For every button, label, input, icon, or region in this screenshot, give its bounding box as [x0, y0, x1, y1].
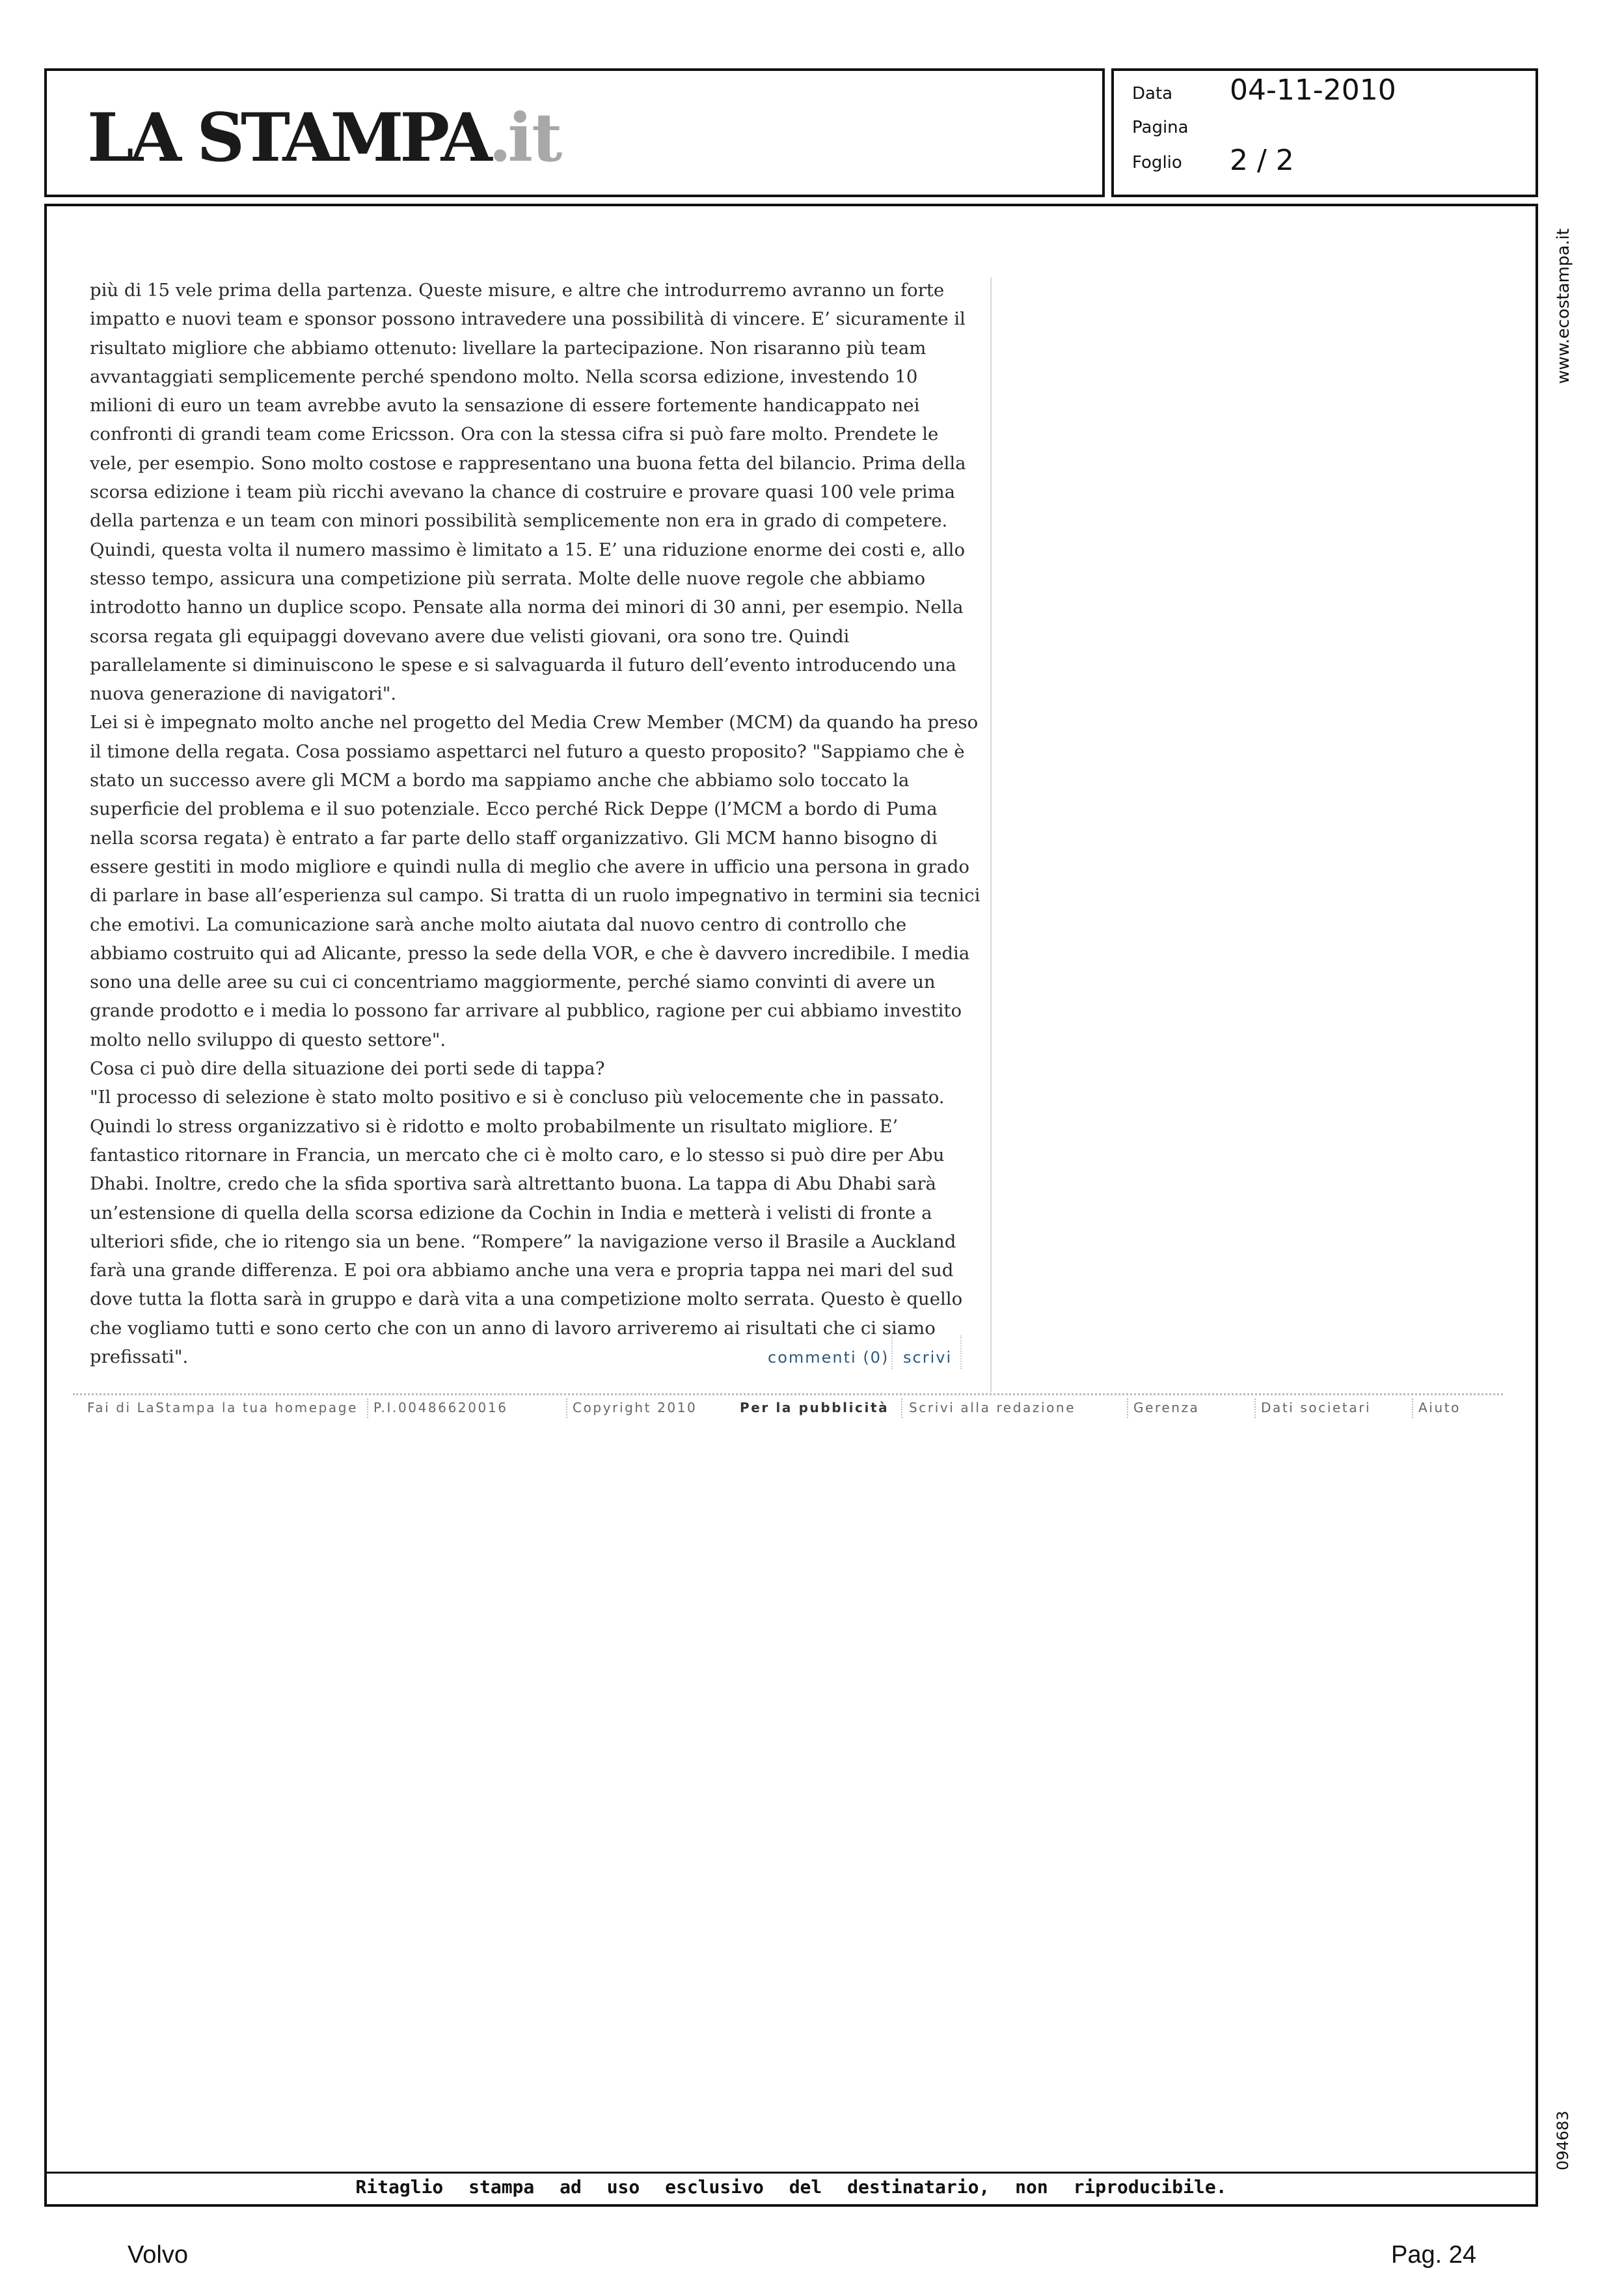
footer-link-advertising[interactable]: Per la pubblicità — [740, 1400, 889, 1415]
footer-link-help[interactable]: Aiuto — [1418, 1400, 1461, 1415]
logo-dot: . — [488, 99, 508, 177]
footer-copyright: Copyright 2010 — [573, 1400, 697, 1415]
footer-link-homepage[interactable]: Fai di LaStampa la tua homepage — [87, 1400, 358, 1415]
article-paragraph: più di 15 vele prima della partenza. Queste misure, e altre che introdurremo avranno un forte impatto e nuovi team e sponsor possono intravedere una possibilità di vincere. E’ sicuramente il risultato migliore che abbiamo ottenuto: livellare la partecipazione. Non risaranno più team avvantaggiati semplicemente perché spendono molto. Nella scorsa edizione, investendo 10 milioni di euro un team avrebbe avuto la sensazione di essere fortemente handicappato nei confronti di grandi team come Ericsson. Ora con la stessa cifra si può fare molto. Prendete le vele, per esempio. Sono molto costose e rappresentano una buona fetta del bilancio. Prima della scorsa edizione i team più ricchi avevano la chance di costruire e provare quasi 100 vele prima della partenza e un team con minori possibilità semplicemente non era in grado di competere. Quindi, questa volta il numero massimo è limitato a 15. E’ una riduzione enorme dei costi e, allo stesso tempo, assicura una competizione più serrata. Molte delle nuove regole che abbiamo introdotto hanno un duplice scopo. Pensate alla norma dei minori di 30 anni, per esempio. Nella scorsa regata gli equipaggi dovevano avere due velisti giovani, ora sono tre. Quindi parallelamente si diminuiscono le spese e si salvaguarda il futuro dell’evento introducendo una nuova generazione di navigatori". — [90, 280, 966, 705]
pagina-label: Pagina — [1132, 118, 1189, 137]
column-divider — [990, 277, 992, 1393]
comments-link[interactable]: commenti (0) — [768, 1348, 889, 1367]
footer-divider — [73, 1393, 1503, 1395]
foglio-value: 2 / 2 — [1230, 144, 1294, 177]
footer-link-company-data[interactable]: Dati societari — [1261, 1400, 1372, 1415]
foglio-label: Foglio — [1132, 153, 1182, 172]
footer-vat-number: P.I.00486620016 — [373, 1400, 508, 1415]
data-label: Data — [1132, 84, 1173, 103]
data-value: 04-11-2010 — [1230, 74, 1396, 107]
footer-link-write-editors[interactable]: Scrivi alla redazione — [909, 1400, 1076, 1415]
clipping-notice: Ritaglio stampa ad uso esclusivo del destinatario, non riproducibile. — [355, 2176, 1227, 2198]
footer-links — [73, 1400, 1503, 1419]
article-paragraph: Lei si è impegnato molto anche nel progetto del Media Crew Member (MCM) da quando ha preso il timone della regata. Cosa possiamo aspettarci nel futuro a questo proposito? "Sappiamo che è stato un successo avere gli MCM a bordo ma sappiamo anche che abbiamo solo toccato la superficie del problema e il suo potenziale. Ecco perché Rick Deppe (l’MCM a bordo di Puma nella scorsa regata) è entrato a far parte dello staff organizzativo. Gli MCM hanno bisogno di essere gestiti in modo migliore e quindi nulla di meglio che avere in ufficio una persona in grado di parlare in base all’esperienza sul campo. Si tratta di un ruolo impegnativo in termini sia tecnici che emotivi. La comunicazione sarà anche molto aiutata dal nuovo centro di controllo che abbiamo costruito qui ad Alicante, presso la sede della VOR, e che è davvero incredibile. I media sono una delle aree su cui ci concentriamo maggiormente, perché siamo convinti di avere un grande prodotto e i media lo possono far arrivare al pubblico, ragione per cui abbiamo investito molto nello sviluppo di questo settore". — [90, 712, 981, 1050]
comments-separator — [891, 1335, 893, 1369]
footer-separator — [1412, 1399, 1413, 1418]
footer-separator — [1127, 1399, 1128, 1418]
footer-separator — [367, 1399, 368, 1418]
client-name: Volvo — [128, 2241, 188, 2269]
ecostampa-url: www.ecostampa.it — [1554, 228, 1573, 384]
article-paragraph: Cosa ci può dire della situazione dei porti sede di tappa? — [90, 1058, 605, 1080]
logo-suffix: it — [508, 99, 562, 177]
footer-separator — [566, 1399, 567, 1418]
write-comment-link[interactable]: scrivi — [903, 1348, 953, 1367]
masthead-box — [44, 68, 1105, 197]
footer-separator — [901, 1399, 902, 1418]
footer-link-gerenza[interactable]: Gerenza — [1133, 1400, 1200, 1415]
notice-divider — [44, 2172, 1538, 2174]
comments-separator — [960, 1335, 962, 1369]
article-paragraph: "Il processo di selezione è stato molto positivo e si è concluso più velocemente che in passato. Quindi lo stress organizzativo si è ridotto e molto probabilmente un risultato migliore. E’ fantastico ritornare in Francia, un mercato che ci è molto caro, e lo stesso si può dire per Abu Dhabi. Inoltre, credo che la sfida sportiva sarà altrettanto buona. La tappa di Abu Dhabi sarà un’estensione di quella della scorsa edizione da Cochin in India e metterà i velisti di fronte a ulteriori sfide, che io ritengo sia un bene. “Rompere” la navigazione verso il Brasile a Auckland farà una grande differenza. E poi ora abbiamo anche una vera e propria tappa nei mari del sud dove tutta la flotta sarà in gruppo e darà vita a una competizione molto serrata. Questo è quello che vogliamo tutti e sono certo che con un anno di lavoro arriveremo ai risultati che ci siamo prefissati". — [90, 1087, 963, 1367]
logo-main-text: LA STAMPA — [87, 99, 489, 177]
metadata-box — [1111, 68, 1538, 197]
article-body — [90, 276, 981, 1371]
footer-separator — [1254, 1399, 1256, 1418]
page-number: Pag. 24 — [1391, 2241, 1476, 2269]
la-stampa-logo — [87, 99, 562, 177]
clipping-code: 094683 — [1554, 2110, 1572, 2170]
